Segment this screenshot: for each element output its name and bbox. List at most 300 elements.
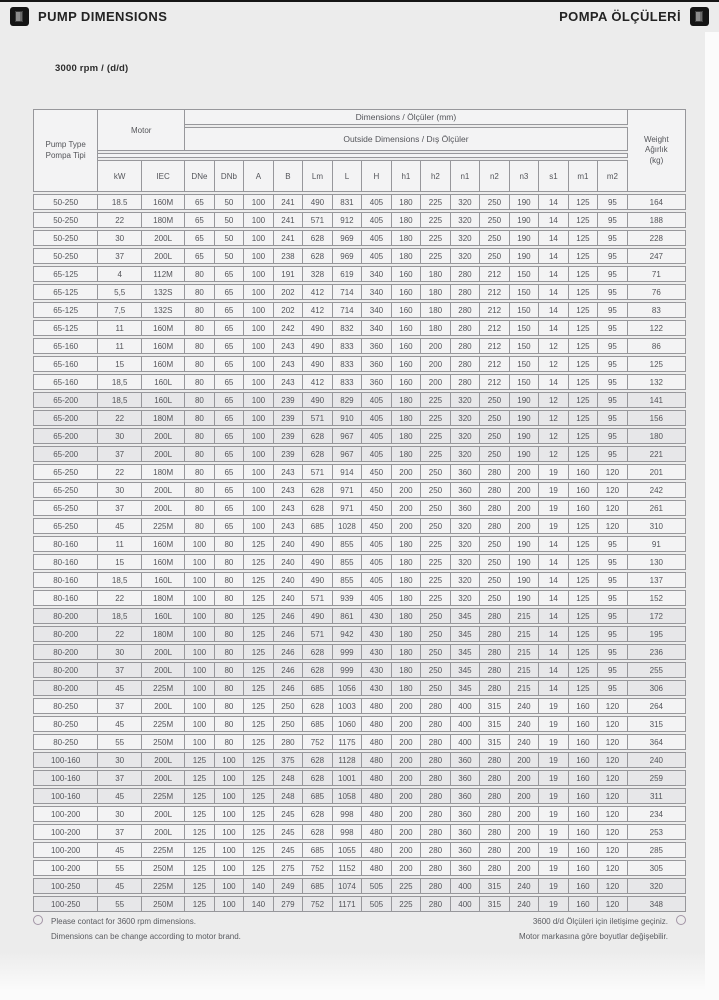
dimension-cell: 190 xyxy=(510,554,540,570)
dimension-cell: 125 xyxy=(244,572,274,588)
dimension-cell: 19 xyxy=(539,842,569,858)
dimension-cell: 280 xyxy=(421,752,451,768)
dimension-cell: 360 xyxy=(451,788,481,804)
weight-cell: 364 xyxy=(628,734,686,750)
dimension-cell: 240 xyxy=(510,896,540,912)
dimension-cell: 65 xyxy=(215,284,245,300)
dimension-cell: 200 xyxy=(392,518,422,534)
dimension-cell: 400 xyxy=(451,896,481,912)
dimension-cell: 250 xyxy=(421,644,451,660)
dimension-cell: 225 xyxy=(392,878,422,894)
col-header-h1: h1 xyxy=(392,160,422,192)
dimension-cell: 212 xyxy=(480,320,510,336)
weight-cell: 259 xyxy=(628,770,686,786)
dimension-cell: 95 xyxy=(598,446,628,462)
dimension-cell: 125 xyxy=(569,392,599,408)
dimension-cell: 95 xyxy=(598,410,628,426)
pump-type-cell: 100-250 xyxy=(33,878,98,894)
col-header-n1: n1 xyxy=(451,160,481,192)
weight-cell: 228 xyxy=(628,230,686,246)
dimension-cell: 685 xyxy=(303,878,333,894)
dimension-cell: 225M xyxy=(142,788,185,804)
dimension-cell: 80 xyxy=(185,446,215,462)
dimension-cell: 125 xyxy=(244,590,274,606)
dimension-cell: 125 xyxy=(569,410,599,426)
dimension-cell: 100 xyxy=(185,536,215,552)
dimension-cell: 969 xyxy=(333,230,363,246)
dimension-cell: 245 xyxy=(274,824,304,840)
dimension-cell: 95 xyxy=(598,554,628,570)
pump-type-cell: 50-250 xyxy=(33,212,98,228)
dimension-cell: 412 xyxy=(303,284,333,300)
weight-header-en: Weight xyxy=(643,134,669,144)
dimension-cell: 45 xyxy=(98,788,142,804)
dimension-cell: 200L xyxy=(142,230,185,246)
table-row xyxy=(33,212,686,228)
dimension-cell: 160L xyxy=(142,374,185,390)
col-header-n2: n2 xyxy=(480,160,510,192)
dimension-cell: 125 xyxy=(569,194,599,210)
dimension-cell: 125 xyxy=(569,266,599,282)
table-row xyxy=(33,788,686,804)
dimension-cell: 19 xyxy=(539,806,569,822)
dimension-cell: 243 xyxy=(274,518,304,534)
dimension-cell: 37 xyxy=(98,662,142,678)
dimension-cell: 95 xyxy=(598,248,628,264)
dimension-cell: 80 xyxy=(185,284,215,300)
weight-cell: 83 xyxy=(628,302,686,318)
pump-type-cell: 65-250 xyxy=(33,500,98,516)
dimension-cell: 100 xyxy=(244,338,274,354)
dimension-cell: 490 xyxy=(303,608,333,624)
dimension-cell: 100 xyxy=(185,680,215,696)
dimension-cell: 225 xyxy=(421,248,451,264)
pump-type-cell: 100-160 xyxy=(33,770,98,786)
dimension-cell: 480 xyxy=(362,770,392,786)
dimension-cell: 125 xyxy=(569,428,599,444)
dimension-cell: 360 xyxy=(451,806,481,822)
dimension-cell: 967 xyxy=(333,446,363,462)
dimension-cell: 345 xyxy=(451,644,481,660)
dimension-cell: 65 xyxy=(215,482,245,498)
dimension-cell: 45 xyxy=(98,680,142,696)
dimension-cell: 80 xyxy=(185,500,215,516)
dimension-cell: 120 xyxy=(598,824,628,840)
dimension-cell: 939 xyxy=(333,590,363,606)
dimension-cell: 80 xyxy=(185,392,215,408)
pump-type-cell: 80-160 xyxy=(33,554,98,570)
dimension-cell: 490 xyxy=(303,554,333,570)
dimension-cell: 180 xyxy=(392,194,422,210)
pump-type-cell: 65-160 xyxy=(33,338,98,354)
dimension-cell: 160 xyxy=(569,806,599,822)
dimension-cell: 100 xyxy=(244,284,274,300)
weight-cell: 172 xyxy=(628,608,686,624)
pump-type-cell: 65-250 xyxy=(33,518,98,534)
dimension-cell: 628 xyxy=(303,824,333,840)
dimension-cell: 125 xyxy=(569,554,599,570)
dimension-cell: 200L xyxy=(142,644,185,660)
dimension-cell: 225 xyxy=(421,572,451,588)
dimension-cell: 120 xyxy=(598,518,628,534)
dimension-cell: 405 xyxy=(362,230,392,246)
dimension-cell: 14 xyxy=(539,590,569,606)
dimension-cell: 45 xyxy=(98,842,142,858)
dimension-cell: 246 xyxy=(274,662,304,678)
dimension-cell: 190 xyxy=(510,590,540,606)
dimension-cell: 245 xyxy=(274,842,304,858)
dimension-cell: 833 xyxy=(333,338,363,354)
dimension-cell: 7,5 xyxy=(98,302,142,318)
outside-dimensions-header: Outside Dimensions / Dış Ölçüler xyxy=(185,127,628,151)
dimension-cell: 280 xyxy=(421,824,451,840)
dimension-cell: 280 xyxy=(451,320,481,336)
dimension-cell: 160 xyxy=(392,338,422,354)
dimension-cell: 315 xyxy=(480,716,510,732)
dimension-cell: 190 xyxy=(510,446,540,462)
dimension-cell: 180 xyxy=(392,536,422,552)
dimension-cell: 320 xyxy=(451,410,481,426)
dimension-cell: 125 xyxy=(244,860,274,876)
dimension-cell: 628 xyxy=(303,446,333,462)
dimension-cell: 1128 xyxy=(333,752,363,768)
dimension-cell: 1171 xyxy=(333,896,363,912)
dimension-cell: 160M xyxy=(142,338,185,354)
pump-type-cell: 80-250 xyxy=(33,734,98,750)
weight-cell: 122 xyxy=(628,320,686,336)
dimension-cell: 120 xyxy=(598,752,628,768)
dimension-cell: 125 xyxy=(569,302,599,318)
note-circle-icon xyxy=(33,915,43,925)
dimension-cell: 241 xyxy=(274,230,304,246)
footnotes xyxy=(33,914,686,944)
dimension-cell: 100 xyxy=(244,212,274,228)
dimension-cell: 225 xyxy=(421,446,451,462)
dimension-cell: 18,5 xyxy=(98,608,142,624)
dimension-cell: 14 xyxy=(539,284,569,300)
dimension-cell: 250 xyxy=(480,230,510,246)
dimension-cell: 180 xyxy=(392,248,422,264)
weight-cell: 221 xyxy=(628,446,686,462)
weight-cell: 132 xyxy=(628,374,686,390)
dimension-cell: 160 xyxy=(392,284,422,300)
footnote-en-line1: Please contact for 3600 rpm dimensions. xyxy=(51,917,196,926)
weight-cell: 264 xyxy=(628,698,686,714)
dimension-cell: 190 xyxy=(510,248,540,264)
dimension-cell: 160 xyxy=(569,842,599,858)
dimension-cell: 480 xyxy=(362,716,392,732)
table-row xyxy=(33,824,686,840)
dimension-cell: 100 xyxy=(185,590,215,606)
dimension-cell: 831 xyxy=(333,194,363,210)
dimension-cell: 685 xyxy=(303,716,333,732)
dimension-cell: 280 xyxy=(421,878,451,894)
table-row xyxy=(33,752,686,768)
dimension-cell: 80 xyxy=(185,410,215,426)
dimension-cell: 125 xyxy=(569,662,599,678)
dimension-cell: 400 xyxy=(451,698,481,714)
dimension-cell: 250 xyxy=(480,410,510,426)
dimension-cell: 280 xyxy=(421,860,451,876)
dimension-cell: 14 xyxy=(539,266,569,282)
dimension-cell: 628 xyxy=(303,806,333,822)
dimension-cell: 628 xyxy=(303,230,333,246)
dimension-cell: 95 xyxy=(598,194,628,210)
dimension-cell: 30 xyxy=(98,428,142,444)
dimension-cell: 100 xyxy=(185,644,215,660)
dimension-cell: 80 xyxy=(215,716,245,732)
dimension-cell: 95 xyxy=(598,212,628,228)
page-header xyxy=(10,7,709,26)
dimension-cell: 280 xyxy=(451,338,481,354)
dimension-cell: 239 xyxy=(274,410,304,426)
dimension-cell: 912 xyxy=(333,212,363,228)
dimension-cell: 12 xyxy=(539,446,569,462)
dimension-cell: 4 xyxy=(98,266,142,282)
col-header-iec: IEC xyxy=(142,160,185,192)
dimension-cell: 190 xyxy=(510,410,540,426)
dimension-cell: 628 xyxy=(303,500,333,516)
table-row xyxy=(33,464,686,480)
dimension-cell: 100 xyxy=(244,248,274,264)
dimension-cell: 405 xyxy=(362,554,392,570)
dimension-cell: 225M xyxy=(142,680,185,696)
dimension-cell: 125 xyxy=(185,896,215,912)
dimension-cell: 320 xyxy=(451,392,481,408)
pump-type-header xyxy=(33,109,98,192)
dimension-cell: 132S xyxy=(142,302,185,318)
dimension-cell: 212 xyxy=(480,284,510,300)
weight-header-unit: (kg) xyxy=(649,155,664,165)
dimension-cell: 160 xyxy=(569,788,599,804)
dimension-cell: 280 xyxy=(421,734,451,750)
table-row xyxy=(33,806,686,822)
table-row xyxy=(33,896,686,912)
dimension-cell: 345 xyxy=(451,626,481,642)
dimension-cell: 998 xyxy=(333,806,363,822)
dimension-cell: 125 xyxy=(244,608,274,624)
table-row xyxy=(33,482,686,498)
dimension-cell: 190 xyxy=(510,212,540,228)
pump-type-cell: 80-200 xyxy=(33,626,98,642)
dimension-cell: 14 xyxy=(539,644,569,660)
dimension-cell: 280 xyxy=(451,302,481,318)
dimension-cell: 405 xyxy=(362,536,392,552)
dimension-cell: 242 xyxy=(274,320,304,336)
dimension-cell: 225 xyxy=(392,896,422,912)
dimension-cell: 160L xyxy=(142,392,185,408)
dimension-cell: 375 xyxy=(274,752,304,768)
table-row xyxy=(33,878,686,894)
dimension-cell: 215 xyxy=(510,608,540,624)
dimension-cell: 125 xyxy=(569,590,599,606)
dimension-cell: 125 xyxy=(185,770,215,786)
dimension-cell: 360 xyxy=(451,482,481,498)
dimension-cell: 95 xyxy=(598,302,628,318)
dimension-cell: 100 xyxy=(244,500,274,516)
col-header-s1: s1 xyxy=(539,160,569,192)
header-left xyxy=(10,7,167,26)
dimension-cell: 200 xyxy=(421,374,451,390)
dimension-cell: 200 xyxy=(392,482,422,498)
pump-type-cell: 80-200 xyxy=(33,680,98,696)
dimension-cell: 100 xyxy=(215,878,245,894)
dimension-cell: 100 xyxy=(244,194,274,210)
col-header-kw: kW xyxy=(98,160,142,192)
dimension-cell: 480 xyxy=(362,824,392,840)
dimension-cell: 405 xyxy=(362,428,392,444)
table-row xyxy=(33,446,686,462)
dimension-cell: 65 xyxy=(185,248,215,264)
dimension-cell: 280 xyxy=(480,752,510,768)
dimension-cell: 30 xyxy=(98,806,142,822)
dimension-cell: 490 xyxy=(303,392,333,408)
dimension-cell: 250 xyxy=(480,392,510,408)
dimension-cell: 11 xyxy=(98,338,142,354)
dimension-cell: 150 xyxy=(510,266,540,282)
dimension-cell: 480 xyxy=(362,698,392,714)
dimension-cell: 320 xyxy=(451,518,481,534)
note-circle-icon xyxy=(676,915,686,925)
dimension-cell: 225 xyxy=(421,194,451,210)
dimension-cell: 18.5 xyxy=(98,194,142,210)
weight-cell: 311 xyxy=(628,788,686,804)
dimension-cell: 180M xyxy=(142,590,185,606)
pump-type-cell: 65-160 xyxy=(33,374,98,390)
dimension-cell: 1056 xyxy=(333,680,363,696)
dimension-cell: 619 xyxy=(333,266,363,282)
dimension-cell: 405 xyxy=(362,194,392,210)
table-row xyxy=(33,554,686,570)
dimension-cell: 12 xyxy=(539,392,569,408)
dimension-cell: 405 xyxy=(362,590,392,606)
dimension-cell: 243 xyxy=(274,356,304,372)
col-header-lm: Lm xyxy=(303,160,333,192)
dimension-cell: 80 xyxy=(185,374,215,390)
table-row xyxy=(33,356,686,372)
footnote-tr xyxy=(519,914,686,944)
dimension-cell: 95 xyxy=(598,680,628,696)
dimension-cell: 225 xyxy=(421,230,451,246)
dimension-cell: 160 xyxy=(392,374,422,390)
dimension-cell: 200L xyxy=(142,482,185,498)
weight-cell: 261 xyxy=(628,500,686,516)
dimension-cell: 320 xyxy=(451,248,481,264)
dimension-cell: 250 xyxy=(480,590,510,606)
dimension-cell: 125 xyxy=(569,320,599,336)
dimension-cell: 490 xyxy=(303,536,333,552)
dimension-cell: 125 xyxy=(569,338,599,354)
dimension-cell: 100 xyxy=(215,770,245,786)
dimension-cell: 160 xyxy=(392,302,422,318)
dimension-cell: 340 xyxy=(362,320,392,336)
dimension-cell: 19 xyxy=(539,698,569,714)
dimension-cell: 360 xyxy=(362,374,392,390)
dimension-cell: 15 xyxy=(98,356,142,372)
dimension-cell: 200 xyxy=(510,752,540,768)
dimension-cell: 125 xyxy=(244,788,274,804)
dimension-cell: 280 xyxy=(421,716,451,732)
dimension-cell: 80 xyxy=(185,302,215,318)
table-row xyxy=(33,716,686,732)
dimension-cell: 320 xyxy=(451,428,481,444)
dimension-cell: 190 xyxy=(510,572,540,588)
dimension-cell: 212 xyxy=(480,356,510,372)
dimension-cell: 140 xyxy=(244,878,274,894)
dimension-cell: 215 xyxy=(510,680,540,696)
dimension-cell: 160 xyxy=(569,878,599,894)
dimension-cell: 12 xyxy=(539,338,569,354)
dimension-cell: 160 xyxy=(569,482,599,498)
dimension-cell: 160 xyxy=(569,752,599,768)
dimension-cell: 100 xyxy=(244,446,274,462)
dimension-cell: 250 xyxy=(480,572,510,588)
page-edge xyxy=(705,32,719,1000)
dimension-cell: 752 xyxy=(303,896,333,912)
dimension-cell: 969 xyxy=(333,248,363,264)
dimension-cell: 360 xyxy=(451,842,481,858)
dimension-cell: 14 xyxy=(539,536,569,552)
col-header-m2: m2 xyxy=(598,160,628,192)
dimension-cell: 450 xyxy=(362,464,392,480)
dimension-cell: 571 xyxy=(303,626,333,642)
table-row xyxy=(33,428,686,444)
dimension-cell: 65 xyxy=(215,446,245,462)
dimension-cell: 95 xyxy=(598,392,628,408)
pump-type-cell: 65-160 xyxy=(33,356,98,372)
dimension-cell: 200 xyxy=(392,716,422,732)
dimension-cell: 400 xyxy=(451,878,481,894)
dimension-cell: 80 xyxy=(215,554,245,570)
dimension-cell: 80 xyxy=(185,320,215,336)
dimension-cell: 120 xyxy=(598,500,628,516)
dimension-cell: 37 xyxy=(98,824,142,840)
dimension-cell: 180M xyxy=(142,464,185,480)
dimension-cell: 238 xyxy=(274,248,304,264)
dimension-cell: 19 xyxy=(539,788,569,804)
dimension-cell: 571 xyxy=(303,212,333,228)
dimension-cell: 280 xyxy=(274,734,304,750)
dimension-cell: 200 xyxy=(421,356,451,372)
dimension-cell: 125 xyxy=(569,680,599,696)
dimension-cell: 80 xyxy=(215,680,245,696)
dimension-cell: 200L xyxy=(142,428,185,444)
rpm-subtitle: 3000 rpm / (d/d) xyxy=(55,63,129,74)
dimension-cell: 340 xyxy=(362,266,392,282)
dimension-cell: 80 xyxy=(185,518,215,534)
dimension-cell: 95 xyxy=(598,266,628,282)
dimension-cell: 200 xyxy=(392,788,422,804)
dimension-cell: 250 xyxy=(421,482,451,498)
pump-document-icon xyxy=(690,7,709,26)
dimension-cell: 180M xyxy=(142,626,185,642)
dimension-cell: 95 xyxy=(598,644,628,660)
table-row xyxy=(33,374,686,390)
dimension-cell: 430 xyxy=(362,608,392,624)
dimension-cell: 248 xyxy=(274,770,304,786)
dimension-cell: 95 xyxy=(598,284,628,300)
pump-type-cell: 65-125 xyxy=(33,266,98,282)
dimension-cell: 320 xyxy=(451,446,481,462)
dimension-cell: 95 xyxy=(598,572,628,588)
dimension-cell: 65 xyxy=(215,302,245,318)
dimension-cell: 999 xyxy=(333,662,363,678)
dimension-cell: 150 xyxy=(510,338,540,354)
dimension-cell: 125 xyxy=(569,572,599,588)
dimension-cell: 200 xyxy=(392,500,422,516)
dimension-cell: 120 xyxy=(598,482,628,498)
dimension-cell: 125 xyxy=(244,662,274,678)
